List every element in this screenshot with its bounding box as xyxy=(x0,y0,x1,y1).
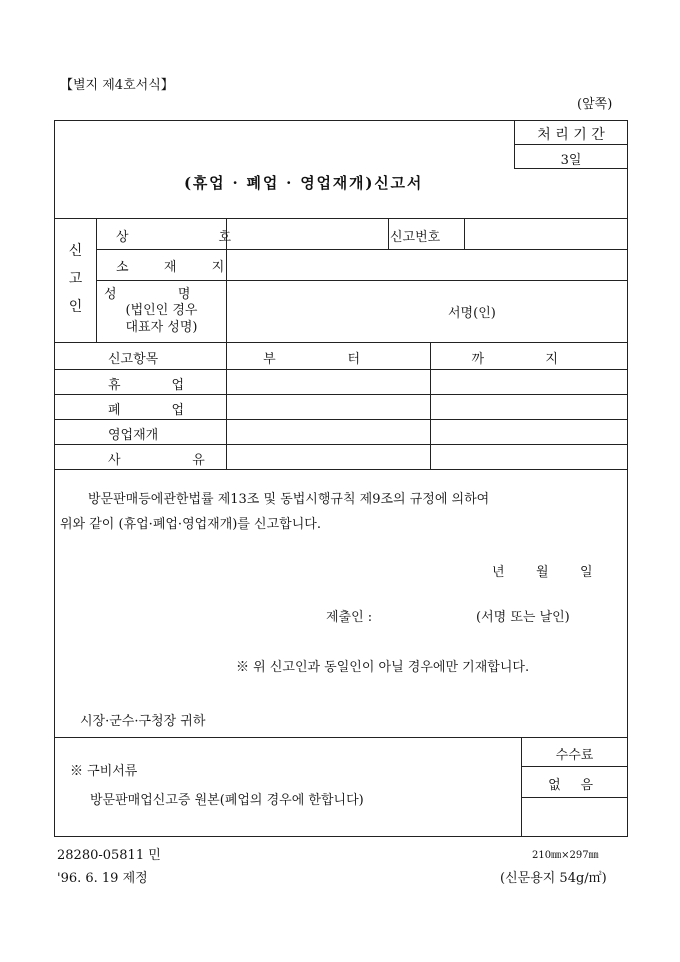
addressee: 시장·군수·구청장 귀하 xyxy=(80,714,206,729)
submitter-signature-note: (서명 또는 날인) xyxy=(476,610,570,625)
footer-enacted: '96. 6. 19 제정 xyxy=(57,871,148,886)
report-number-label: 신고번호 xyxy=(390,230,441,245)
name-label-line3: 대표자 성명) xyxy=(125,320,198,335)
submitter-signature-field[interactable] xyxy=(390,602,470,624)
items-header-to: 까 지 xyxy=(471,352,587,367)
items-row-shutdown-from[interactable] xyxy=(228,396,429,418)
items-row-closure-to[interactable] xyxy=(432,371,626,393)
items-row-resume-to[interactable] xyxy=(432,421,626,443)
items-row-reason-from[interactable] xyxy=(228,446,429,468)
documents-item: 방문판매업신고증 원본(폐업의 경우에 한합니다) xyxy=(90,793,364,808)
trade-name-label: 상 호 xyxy=(116,230,274,245)
name-label-line2: (법인인 경우 xyxy=(125,303,198,318)
signature-label: 서명(인) xyxy=(448,306,496,321)
date-month: 월 xyxy=(536,565,549,580)
items-header-item: 신고항목 xyxy=(108,352,159,367)
form-title: (휴업 · 폐업 · 영업재개)신고서 xyxy=(184,174,424,192)
reporter-section-label-2: 고 xyxy=(68,271,83,287)
declaration-line2: 위와 같이 (휴업·폐업·영업재개)를 신고합니다. xyxy=(60,517,321,532)
footer-paper-size: 210㎜×297㎜ xyxy=(532,850,599,861)
form-id: 【별지 제4호서식】 xyxy=(60,78,174,93)
items-row-reason: 사 유 xyxy=(108,453,239,468)
report-number-field[interactable] xyxy=(466,220,626,248)
items-row-closure: 휴 업 xyxy=(108,378,208,393)
date-year: 년 xyxy=(492,565,505,580)
trade-name-field[interactable] xyxy=(228,220,386,248)
reporter-section-label-3: 인 xyxy=(68,299,83,315)
items-row-resume: 영업재개 xyxy=(108,428,159,443)
submitter-label: 제출인 : xyxy=(326,610,373,625)
fee-value: 없 음 xyxy=(548,778,601,793)
name-field[interactable] xyxy=(228,282,438,340)
items-row-resume-from[interactable] xyxy=(228,421,429,443)
page-side: (앞쪽) xyxy=(577,97,613,112)
address-field[interactable] xyxy=(228,251,626,279)
processing-period-label: 처 리 기 간 xyxy=(537,127,605,143)
processing-period-value: 3일 xyxy=(560,153,582,168)
items-row-shutdown-to[interactable] xyxy=(432,396,626,418)
documents-heading: ※ 구비서류 xyxy=(70,764,138,779)
reporter-section-label-1: 신 xyxy=(68,243,83,259)
items-header-from: 부 터 xyxy=(263,352,394,367)
declaration-note: ※ 위 신고인과 동일인이 아닐 경우에만 기재합니다. xyxy=(236,660,530,675)
declaration-line1: 방문판매등에관한법률 제13조 및 동법시행규칙 제9조의 규정에 의하여 xyxy=(88,492,490,507)
date-day: 일 xyxy=(580,565,593,580)
fee-label: 수수료 xyxy=(555,748,594,763)
footer-code: 28280-05811 민 xyxy=(57,848,161,863)
items-row-closure-from[interactable] xyxy=(228,371,429,393)
items-row-reason-to[interactable] xyxy=(432,446,626,468)
name-label: 성 명 xyxy=(103,287,220,302)
items-row-shutdown: 폐 업 xyxy=(108,403,208,418)
address-label: 소 재 지 xyxy=(116,260,240,275)
footer-paper-type: (신문용지 54g/㎡) xyxy=(500,871,607,886)
